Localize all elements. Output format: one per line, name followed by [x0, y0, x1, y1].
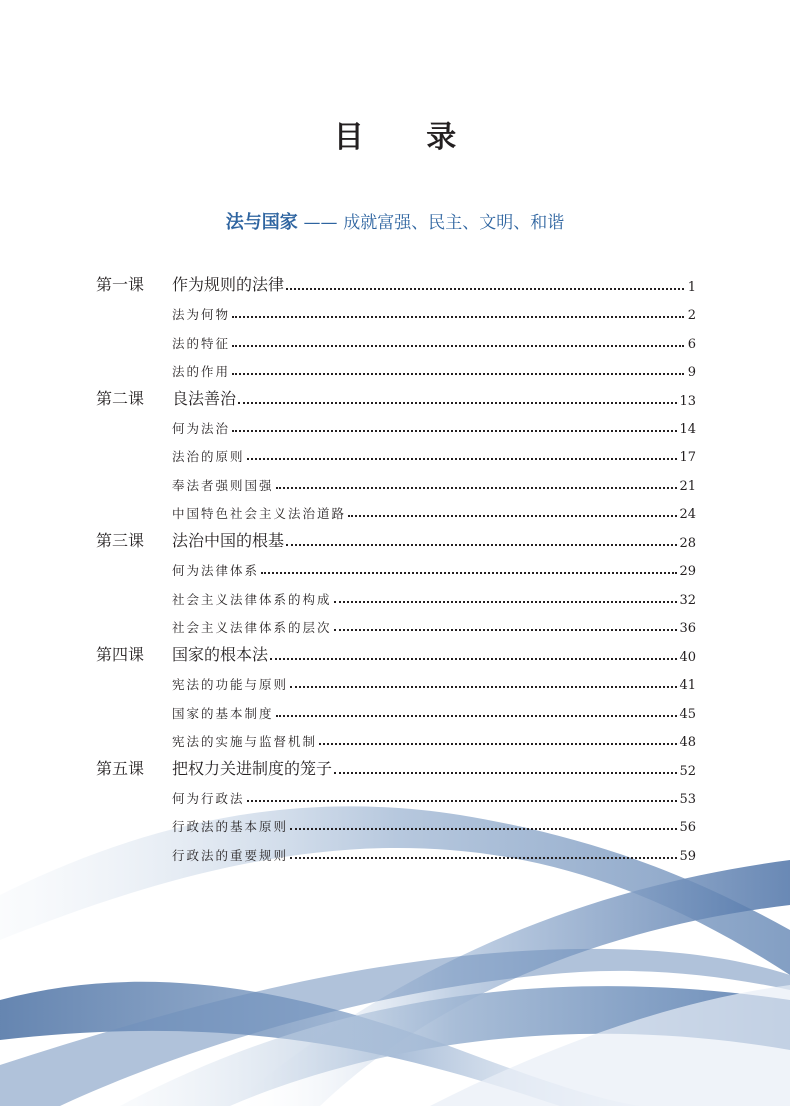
lesson-title: 良法善治 — [172, 388, 237, 408]
toc-section[interactable] — [96, 352, 696, 380]
lesson-number: 第四课 — [96, 644, 145, 664]
section-title: 宪法的实施与监督机制 — [172, 733, 318, 749]
leader-dots — [232, 430, 677, 432]
page-number: 14 — [679, 422, 696, 438]
unit-title-dash: —— — [303, 213, 338, 233]
page-number: 24 — [679, 507, 696, 523]
lesson-number: 第五课 — [96, 758, 145, 778]
page-number: 32 — [679, 592, 696, 608]
page-number: 52 — [679, 763, 696, 779]
page-number: 41 — [679, 678, 696, 694]
section-title: 行政法的基本原则 — [172, 819, 289, 835]
page-number: 13 — [679, 393, 696, 409]
page-number: 1 — [687, 280, 696, 295]
toc-section[interactable] — [96, 579, 696, 607]
section-title: 国家的基本制度 — [172, 705, 274, 721]
page-number: 9 — [687, 364, 696, 380]
unit-title-main: 法与国家 — [225, 212, 298, 233]
section-title: 何为法律体系 — [172, 563, 260, 579]
section-title: 何为法治 — [172, 421, 231, 437]
page-number: 21 — [679, 478, 696, 494]
lesson-title: 作为规则的法律 — [172, 275, 285, 294]
page-number: 48 — [679, 734, 696, 750]
leader-dots — [348, 515, 677, 517]
section-title: 中国特色社会主义法治道路 — [172, 506, 347, 522]
table-of-contents — [96, 266, 696, 864]
leader-dots — [334, 772, 677, 774]
toc-section[interactable] — [96, 608, 696, 636]
lesson-number: 第三课 — [96, 531, 145, 551]
leader-dots — [238, 402, 677, 404]
section-title: 宪法的功能与原则 — [172, 677, 289, 693]
leader-dots — [232, 373, 684, 375]
lesson-title: 国家的根本法 — [172, 644, 269, 664]
toc-lesson-2[interactable] — [96, 380, 696, 409]
leader-dots — [276, 487, 678, 489]
toc-section[interactable] — [96, 835, 696, 863]
leader-dots — [286, 288, 684, 290]
leader-dots — [247, 458, 678, 460]
page-number: 29 — [679, 564, 696, 580]
toc-section[interactable] — [96, 693, 696, 721]
leader-dots — [270, 658, 677, 660]
section-title: 奉法者强则国强 — [172, 477, 274, 493]
toc-lesson-5[interactable] — [96, 750, 696, 779]
toc-section[interactable] — [96, 323, 696, 351]
lesson-title: 法治中国的根基 — [172, 531, 285, 551]
lesson-number: 第一课 — [96, 275, 145, 294]
toc-section[interactable] — [96, 409, 696, 437]
toc-section[interactable] — [96, 779, 696, 807]
page-number: 6 — [687, 336, 696, 352]
section-title: 法为何物 — [172, 307, 231, 323]
leader-dots — [232, 316, 684, 318]
lesson-number: 第二课 — [96, 388, 145, 408]
leader-dots — [290, 857, 677, 859]
toc-section[interactable] — [96, 465, 696, 493]
page-number: 17 — [679, 450, 696, 466]
section-title: 法的作用 — [172, 363, 231, 379]
page-title: 目 录 — [333, 120, 483, 155]
leader-dots — [276, 715, 678, 717]
page-number: 36 — [679, 620, 696, 636]
toc-section[interactable] — [96, 494, 696, 522]
leader-dots — [261, 572, 677, 574]
leader-dots — [232, 345, 684, 347]
leader-dots — [247, 800, 678, 802]
toc-section[interactable] — [96, 437, 696, 465]
section-title: 社会主义法律体系的层次 — [172, 619, 332, 635]
toc-lesson-4[interactable] — [96, 636, 696, 665]
leader-dots — [319, 743, 677, 745]
page-number: 40 — [679, 649, 696, 665]
section-title: 何为行政法 — [172, 791, 245, 807]
unit-title — [0, 208, 790, 234]
unit-subtitle: 成就富强、民主、文明、和谐 — [343, 213, 565, 233]
page-number: 59 — [679, 848, 696, 864]
section-title: 法的特征 — [172, 335, 231, 351]
leader-dots — [286, 544, 677, 546]
toc-lesson-3[interactable] — [96, 522, 696, 551]
page-number: 53 — [679, 792, 696, 808]
section-title: 社会主义法律体系的构成 — [172, 591, 332, 607]
lesson-title: 把权力关进制度的笼子 — [172, 758, 333, 778]
toc-section[interactable] — [96, 551, 696, 579]
leader-dots — [290, 828, 677, 830]
page-number: 45 — [679, 706, 696, 722]
toc-section[interactable] — [96, 722, 696, 750]
page-number: 2 — [687, 308, 696, 324]
toc-section[interactable] — [96, 665, 696, 693]
page-number: 56 — [679, 820, 696, 836]
leader-dots — [334, 601, 678, 603]
leader-dots — [334, 629, 678, 631]
toc-section[interactable] — [96, 807, 696, 835]
page-number: 28 — [679, 536, 696, 552]
section-title: 法治的原则 — [172, 449, 245, 465]
toc-lesson-1[interactable] — [96, 266, 696, 295]
section-title: 行政法的重要规则 — [172, 847, 289, 863]
leader-dots — [290, 686, 677, 688]
toc-section[interactable] — [96, 295, 696, 323]
